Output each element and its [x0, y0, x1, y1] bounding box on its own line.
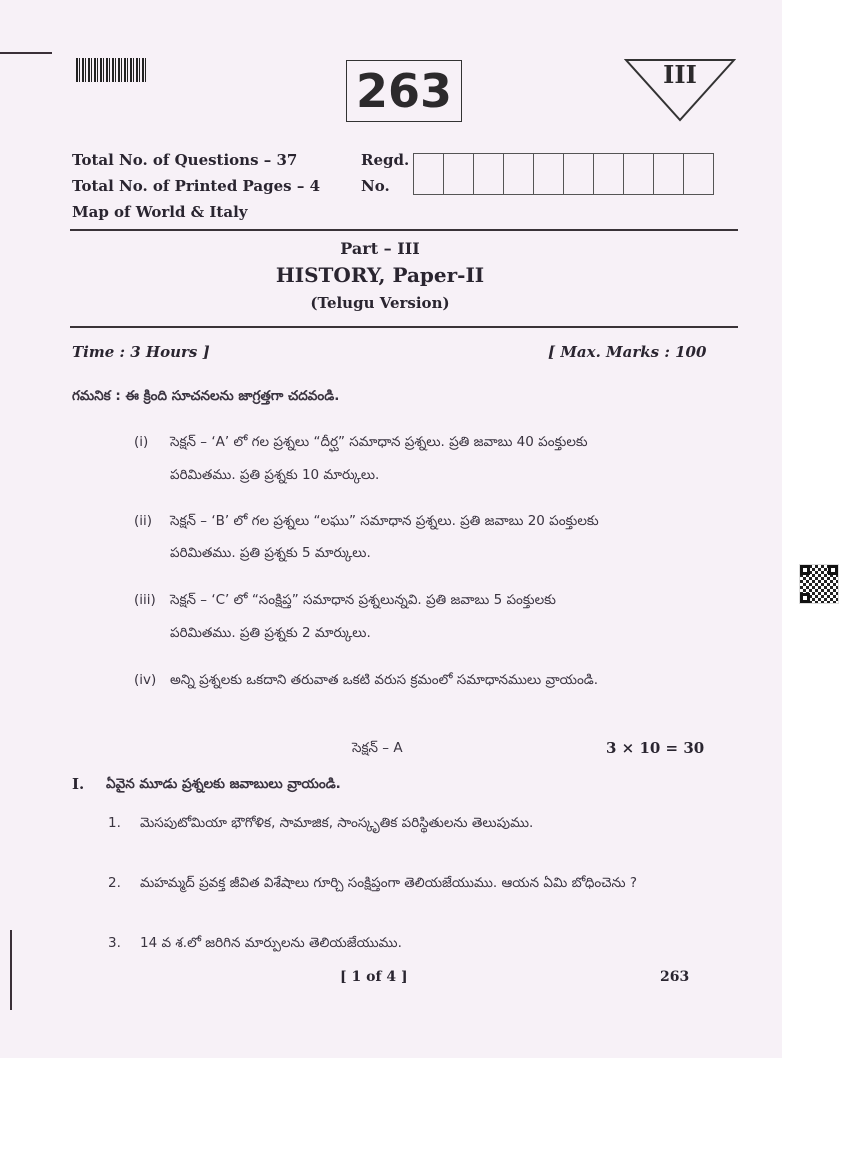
version-label: (Telugu Version) [310, 294, 450, 312]
question-text: మెసపుటోమియా భౌగోళిక, సామాజిక, సాంస్కృతిక పరిస్థితులను తెలుపుము. [140, 815, 534, 831]
instruction-text: సెక్షన్ – ‘A’ లో గల ప్రశ్నలు “దీర్ఘ” సమాధాన ప్రశ్నలు. ప్రతి జవాబు 40 పంక్తులకు [170, 434, 588, 450]
set-label: III [663, 60, 697, 89]
section-title: సెక్షన్ – A [352, 740, 403, 756]
instruction-number: (i) [134, 434, 149, 450]
regd-digit-box [623, 153, 654, 195]
question-number: 3. [108, 935, 121, 951]
question-group-number: I. [72, 775, 85, 793]
max-marks-label: [ Max. Marks : 100 [548, 343, 707, 361]
regd-digit-box [683, 153, 714, 195]
question-text: మహమ్మద్ ప్రవక్త జీవిత విశేషాలు గూర్చి సంక్షిప్తంగా తెలియజేయుము. ఆయన ఏమి బోధించెను ? [140, 875, 638, 891]
instruction-number: (iii) [134, 592, 156, 608]
instructions-heading: గమనిక : ఈ క్రింది సూచనలను జాగ్రత్తగా చదవండి. [72, 388, 340, 404]
instruction-text: పరిమితము. ప్రతి ప్రశ్నకు 2 మార్కులు. [170, 625, 371, 641]
divider [70, 326, 738, 328]
instruction-number: (ii) [134, 513, 153, 529]
total-questions: Total No. of Questions – 37 [72, 151, 298, 169]
instruction-text: పరిమితము. ప్రతి ప్రశ్నకు 5 మార్కులు. [170, 545, 371, 561]
qr-code [800, 565, 838, 603]
instruction-text: అన్ని ప్రశ్నలకు ఒకదాని తరువాత ఒకటి వరుస క్రమంలో సమాధానములు వ్రాయండి. [170, 672, 599, 688]
instruction-text: సెక్షన్ – ‘B’ లో గల ప్రశ్నలు “లఘు” సమాధాన ప్రశ్నలు. ప్రతి జవాబు 20 పంక్తులకు [170, 513, 599, 529]
barcode [76, 58, 148, 82]
question-number: 1. [108, 815, 121, 831]
question-number: 2. [108, 875, 121, 891]
regd-digit-box [653, 153, 684, 195]
no-label: No. [361, 177, 390, 195]
regd-digit-box [593, 153, 624, 195]
divider [70, 229, 738, 231]
part-heading: Part – III [340, 239, 420, 258]
time-label: Time : 3 Hours ] [72, 343, 210, 361]
footer-code: 263 [660, 969, 690, 985]
question-text: 14 వ శ.లో జరిగిన మార్పులను తెలియజేయుము. [140, 935, 402, 951]
page-number: [ 1 of 4 ] [340, 969, 408, 985]
regd-digit-box [533, 153, 564, 195]
paper-code-box: 263 [346, 60, 462, 122]
total-pages: Total No. of Printed Pages – 4 [72, 177, 321, 195]
regd-digit-box [503, 153, 534, 195]
scan-edge-line [0, 52, 52, 54]
regd-digit-box [413, 153, 444, 195]
instruction-text: సెక్షన్ – ‘C’ లో “సంక్షిప్త” సమాధాన ప్రశ్నలున్నవి. ప్రతి జవాబు 5 పంక్తులకు [170, 592, 556, 608]
map-note: Map of World & Italy [72, 203, 248, 221]
section-marks: 3 × 10 = 30 [606, 739, 705, 757]
regd-digit-box [443, 153, 474, 195]
regd-label: Regd. [361, 151, 410, 169]
registration-number-boxes [414, 153, 714, 195]
regd-digit-box [563, 153, 594, 195]
subject-title: HISTORY, Paper-II [275, 263, 485, 287]
instruction-number: (iv) [134, 672, 157, 688]
scan-edge-line [10, 930, 12, 1010]
regd-digit-box [473, 153, 504, 195]
question-group-heading: ఏవైన మూడు ప్రశ్నలకు జవాబులు వ్రాయండి. [106, 776, 341, 792]
instruction-text: పరిమితము. ప్రతి ప్రశ్నకు 10 మార్కులు. [170, 467, 380, 483]
